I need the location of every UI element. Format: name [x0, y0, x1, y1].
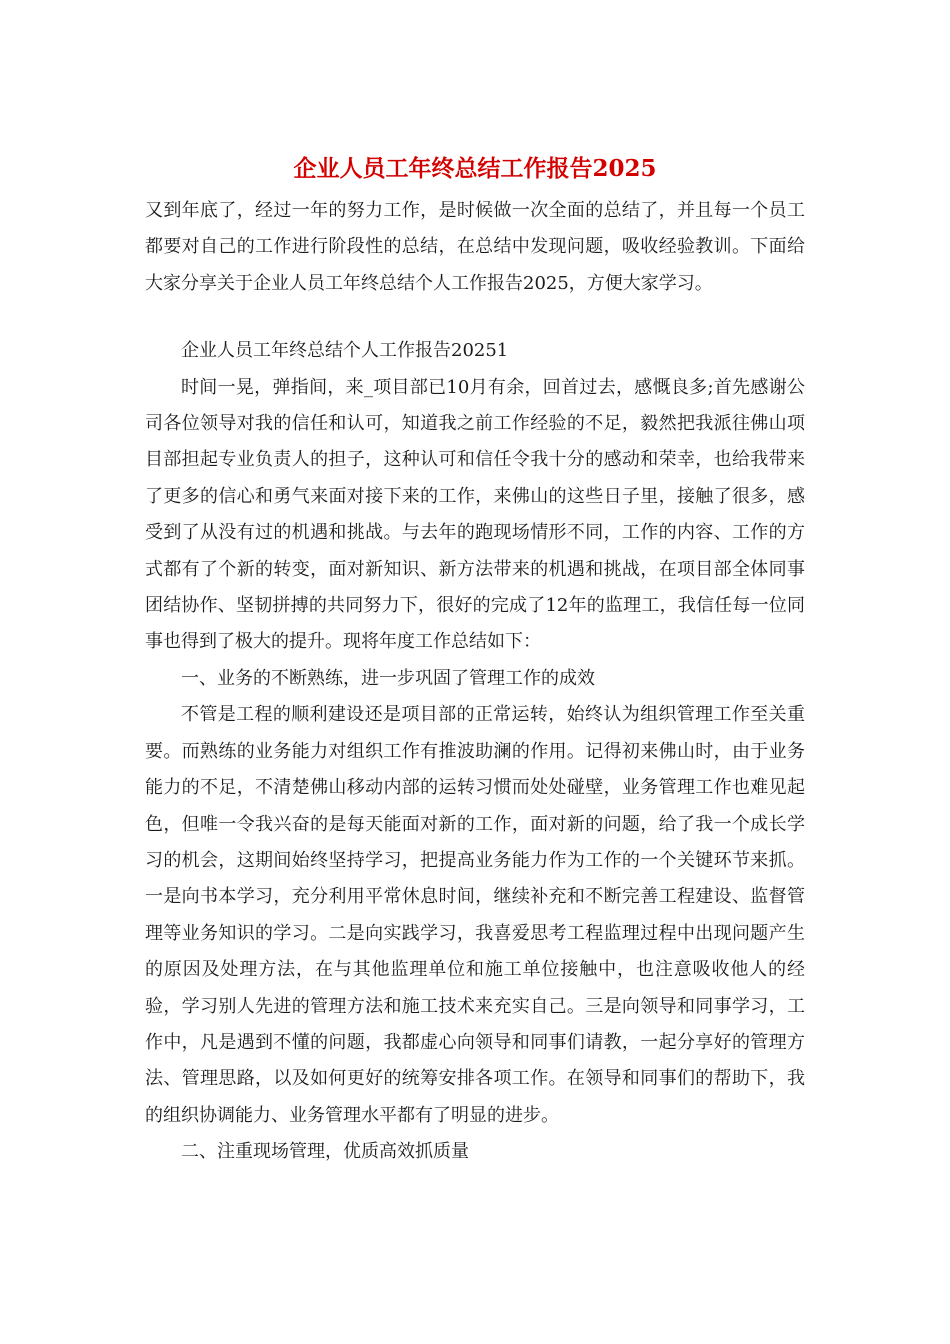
paragraph-2: 不管是工程的顺利建设还是项目部的正常运转，始终认为组织管理工作至关重要。而熟练的业务能力对组织工作有推波助澜的作用。记得初来佛山时，由于业务能力的不足，不清楚佛山移动内部的运转习惯而处处碰壁，业务管理工作也难见起色，但唯一令我兴奋的是每天能面对新的工作，面对新的问题，给了我一个成长学习的机会，这期间始终坚持学习，把提高业务能力作为工作的一个关键环节来抓。一是向书本学习，充分利用平常休息时间，继续补充和不断完善工程建设、监督管理等业务知识的学习。二是向实践学习，我喜爱思考工程监理过程中出现问题产生的原因及处理方法，在与其他监理单位和施工单位接触中，也注意吸收他人的经验，学习别人先进的管理方法和施工技术来充实自己。三是向领导和同事学习，工作中，凡是遇到不懂的问题，我都虚心向领导和同事们请教，一起分享好的管理方法、管理思路，以及如何更好的统筹安排各项工作。在领导和同事们的帮助下，我的组织协调能力、业务管理水平都有了明显的进步。 — [145, 704, 805, 1126]
intro-paragraph: 又到年底了，经过一年的努力工作，是时候做一次全面的总结了，并且每一个员工都要对自己的工作进行阶段性的总结，在总结中发现问题，吸收经验教训。下面给大家分享关于企业人员工年终总结个人工作报告2025，方便大家学习。 — [145, 200, 805, 294]
paragraph-1: 时间一晃，弹指间，来_项目部已10月有余，回首过去，感慨良多;首先感谢公司各位领导对我的信任和认可，知道我之前工作经验的不足，毅然把我派往佛山项目部担起专业负责人的担子，这种认可和信任令我十分的感动和荣幸，也给我带来了更多的信心和勇气来面对接下来的工作，来佛山的这些日子里，接触了很多，感受到了从没有过的机遇和挑战。与去年的跑现场情形不同，工作的内容、工作的方式都有了个新的转变，面对新知识、新方法带来的机遇和挑战，在项目部全体同事团结协作、坚韧拼搏的共同努力下，很好的完成了12年的监理工，我信任每一位同事也得到了极大的提升。现将年度工作总结如下： — [145, 376, 805, 653]
document-title: 企业人员工年终总结工作报告2025 — [293, 155, 657, 182]
heading-2: 二、注重现场管理，优质高效抓质量 — [181, 1141, 469, 1163]
section-title: 企业人员工年终总结个人工作报告20251 — [181, 340, 509, 362]
heading-1: 一、业务的不断熟练，进一步巩固了管理工作的成效 — [181, 667, 595, 689]
document-body — [145, 193, 805, 1171]
paragraph-gap — [145, 302, 805, 333]
